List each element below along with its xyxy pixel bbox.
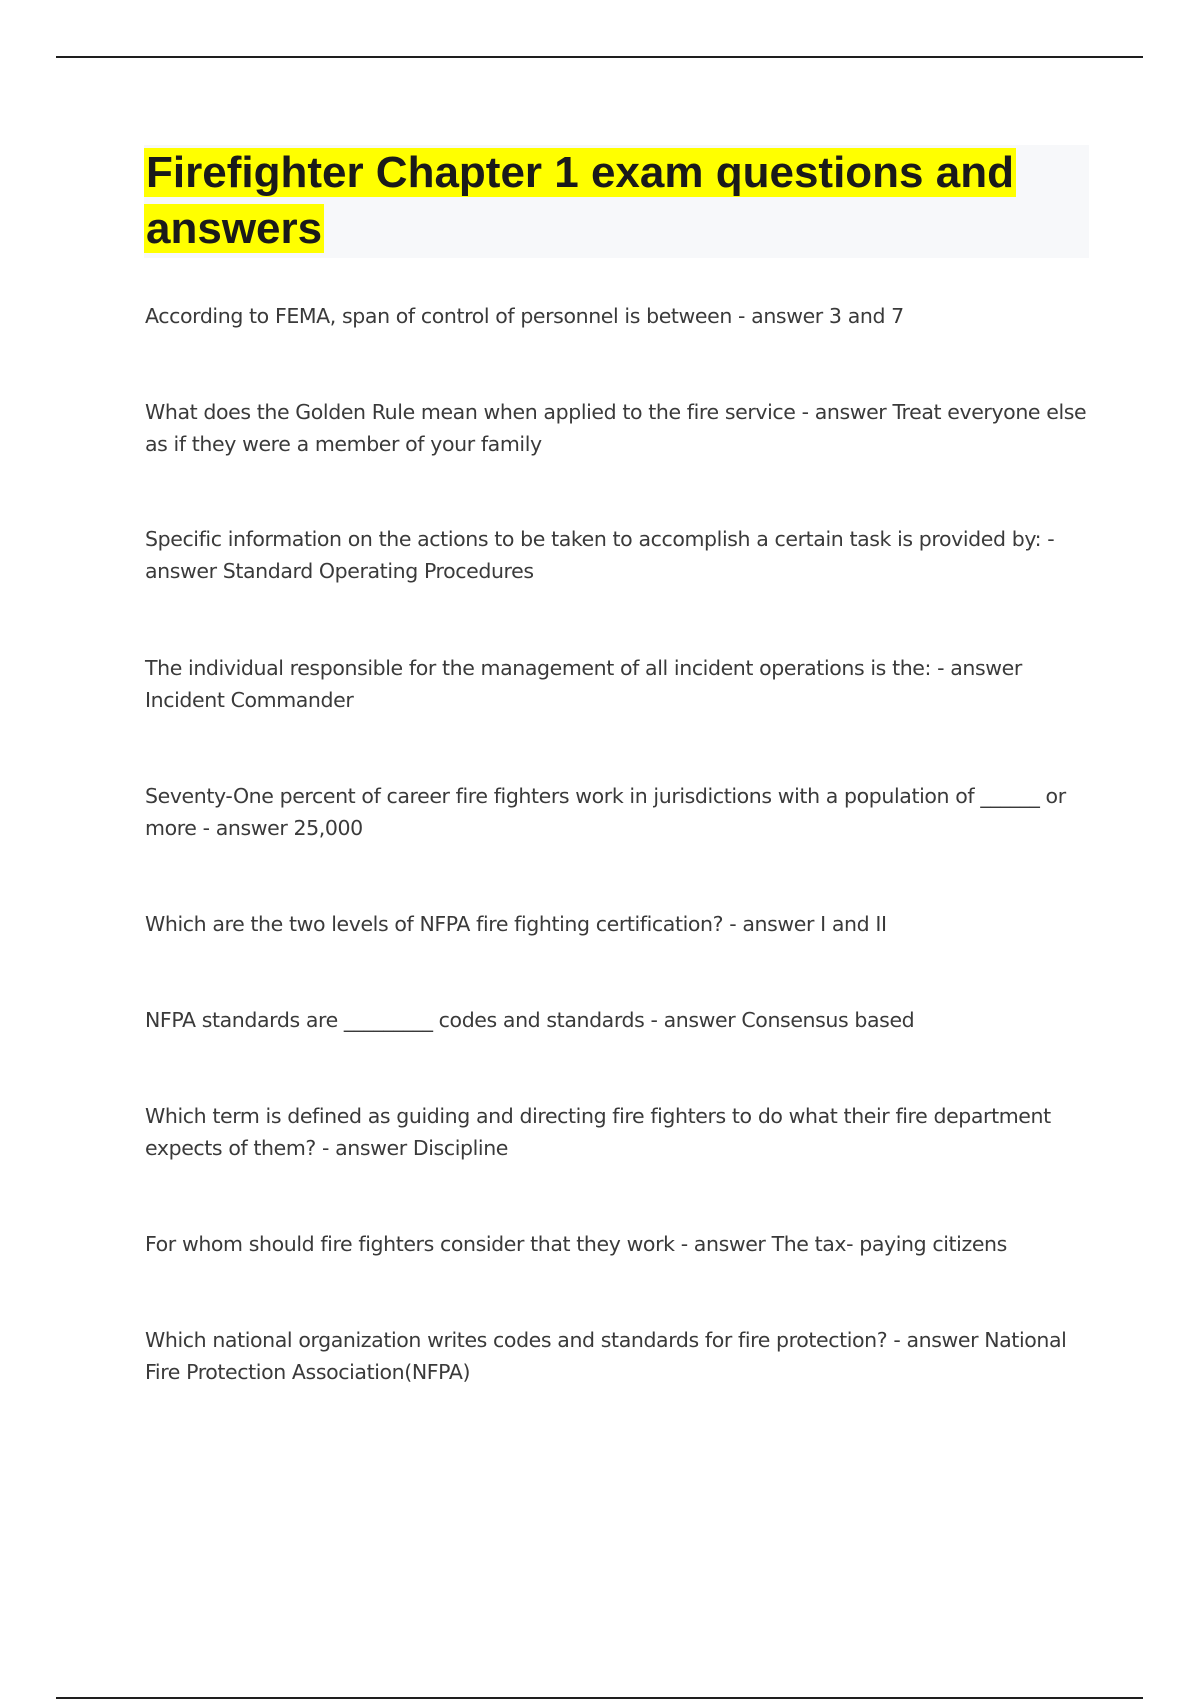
qa-item-9: For whom should fire fighters consider that they work - answer The tax- paying citizens bbox=[145, 1232, 1007, 1256]
qa-item-3: Specific information on the actions to be taken to accomplish a certain task is provided by: - answer Standard Operating Procedures bbox=[145, 527, 1055, 583]
qa-item-5: Seventy-One percent of career fire fighters work in jurisdictions with a population of ______ or more - answer 25,000 bbox=[145, 784, 1066, 840]
document-title bbox=[144, 145, 1089, 257]
bottom-rule bbox=[56, 1697, 1143, 1699]
title-block bbox=[144, 145, 1089, 258]
qa-item-1: According to FEMA, span of control of personnel is between - answer 3 and 7 bbox=[145, 304, 904, 328]
qa-item-10: Which national organization writes codes and standards for fire protection? - answer National Fire Protection Association(NFPA) bbox=[145, 1328, 1067, 1384]
qa-item-4: The individual responsible for the management of all incident operations is the: - answer Incident Commander bbox=[145, 656, 1022, 712]
qa-item-2: What does the Golden Rule mean when applied to the fire service - answer Treat everyone else as if they were a member of your family bbox=[145, 400, 1087, 456]
qa-item-7: NFPA standards are _________ codes and standards - answer Consensus based bbox=[145, 1008, 915, 1032]
qa-item-8: Which term is defined as guiding and directing fire fighters to do what their fire department expects of them? - answer Discipline bbox=[145, 1104, 1051, 1160]
top-rule bbox=[56, 56, 1143, 58]
qa-item-6: Which are the two levels of NFPA fire fighting certification? - answer I and II bbox=[145, 912, 887, 936]
title-highlight: Firefighter Chapter 1 exam questions and answers bbox=[146, 148, 1014, 253]
